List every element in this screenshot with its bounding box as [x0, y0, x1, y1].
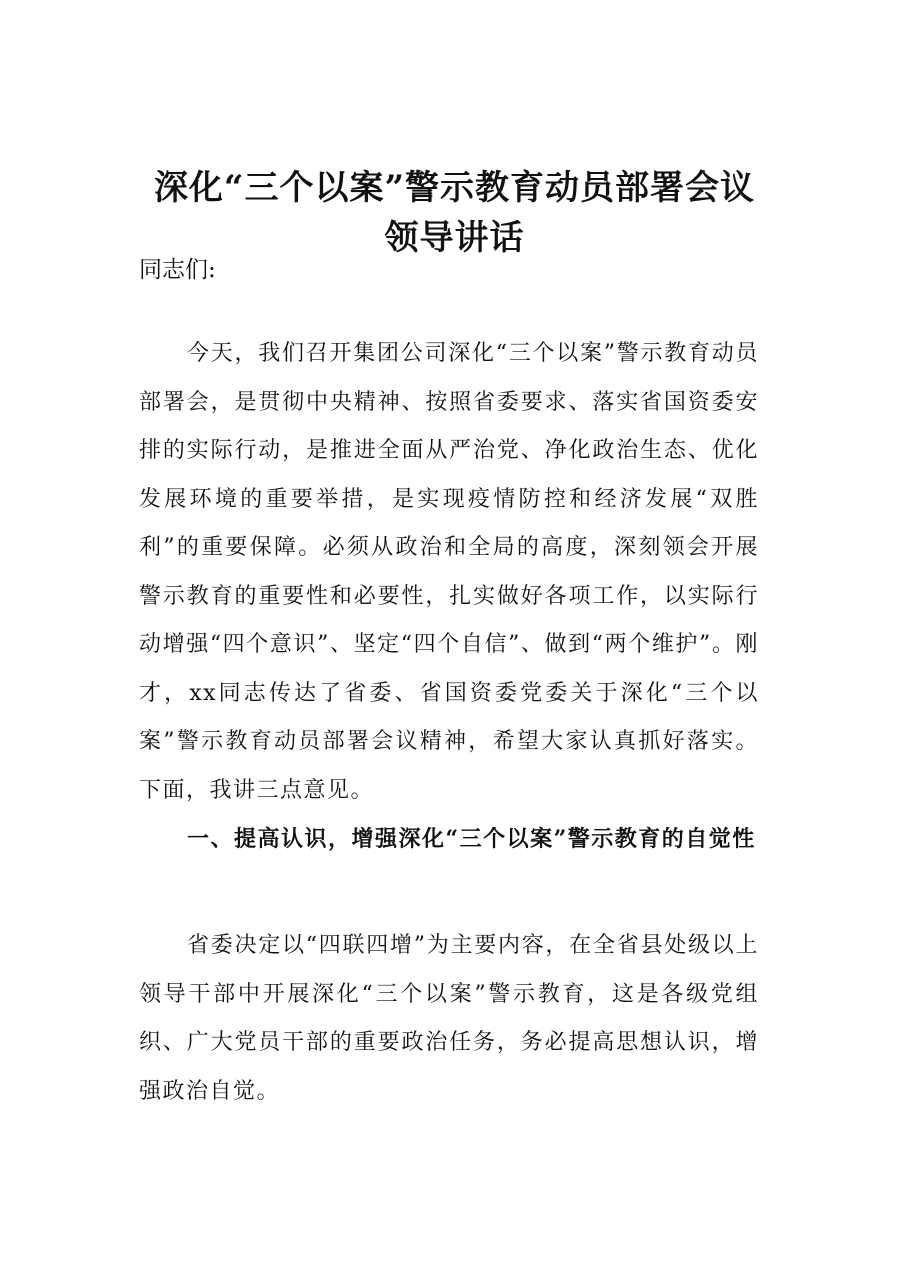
title-line-2: 领导讲话: [384, 217, 525, 258]
body-paragraph-2: 省委决定以“四联四增”为主要内容，在全省县处级以上领导干部中开展深化“三个以案”警示教育，这是各级党组织、广大党员干部的重要政治任务，务必提高思想认识，增强政治自觉。: [139, 933, 759, 1104]
title-line-1: 深化“三个以案”警示教育动员部署会议: [153, 167, 756, 208]
body-paragraph-1: 今天，我们召开集团公司深化“三个以案”警示教育动员部署会，是贯彻中央精神、按照省委要求、落实省国资委安排的实际行动，是推进全面从严治党、净化政治生态、优化发展环境的重要举措，是实现疫情防控和经济发展“双胜利”的重要保障。必须从政治和全局的高度，深刻领会开展警示教育的重要性和必要性，扎实做好各项工作，以实际行动增强“四个意识”、坚定“四个自信”、做到“两个维护”。刚才，xx同志传达了省委、省国资委党委关于深化“三个以案”警示教育动员部署会议精神，希望大家认真抓好落实。下面，我讲三点意见。: [139, 341, 759, 803]
section-heading-1: 一、提高认识，增强深化“三个以案”警示教育的自觉性: [187, 826, 756, 852]
salutation: 同志们:: [139, 257, 216, 283]
